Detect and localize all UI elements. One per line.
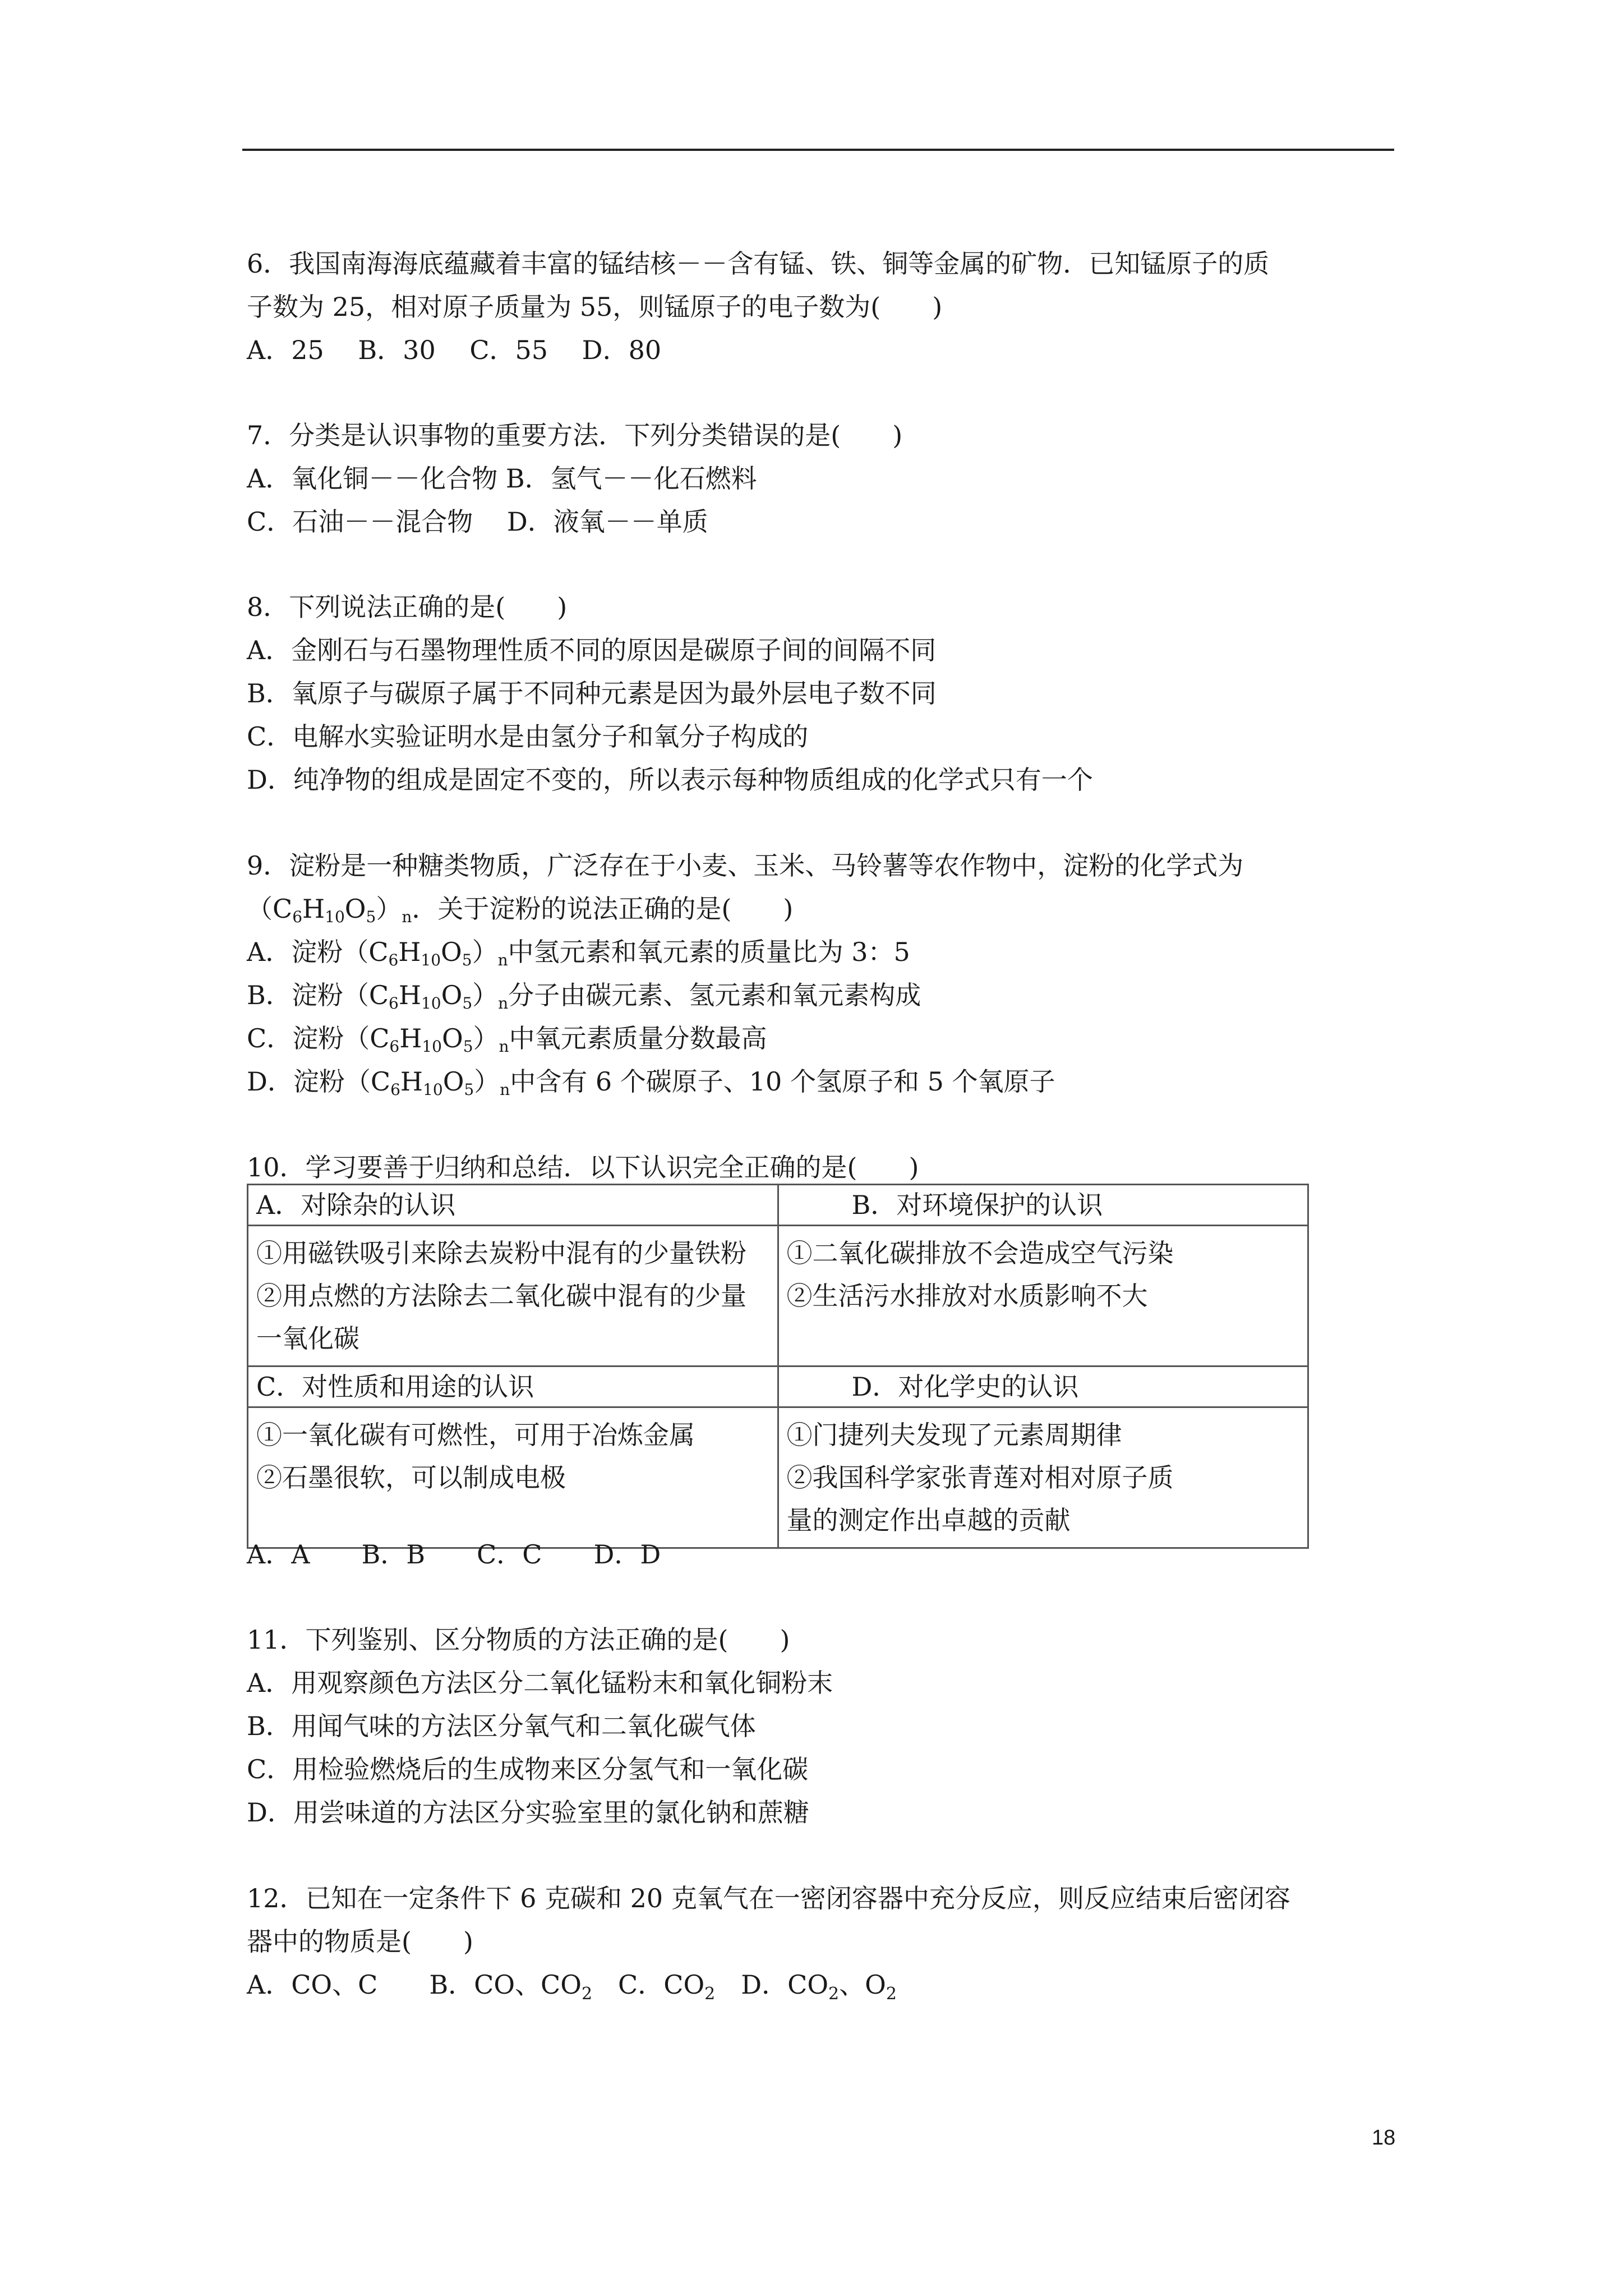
q10-cell-b-body [778,1226,1308,1366]
header-rule [242,149,1394,151]
q10-table [247,1184,1309,1549]
q8-option-d: D．纯净物的组成是固定不变的，所以表示每种物质组成的化学式只有一个 [247,765,1093,795]
q10-cell-c-body [248,1407,778,1548]
q7-options-line1: A．氧化铜－－化合物 B．氢气－－化石燃料 [247,463,757,494]
q10-c-line2: ②石墨很软，可以制成电极 [256,1462,566,1493]
q12-stem-line1: 12．已知在一定条件下 6 克碳和 20 克氧气在一密闭容器中充分反应，则反应结束后密闭容 [247,1883,1290,1913]
starch-formula: $(C_6H_{10}O_5)_n$ [343,980,509,1013]
q10-cell-d-head: D．对化学史的认识 [778,1366,1308,1407]
q8-stem: 8．下列说法正确的是( ) [247,592,568,622]
q10-cell-d-body [778,1407,1308,1548]
q10-d-line2: ②我国科学家张青莲对相对原子质 [786,1462,1174,1493]
q9-option-c: C．淀粉$(C_6H_{10}O_5)_n$中氧元素质量分数最高 [247,1023,767,1056]
q8-option-b: B．氧原子与碳原子属于不同种元素是因为最外层电子数不同 [247,678,937,708]
q8-option-a: A．金刚石与石墨物理性质不同的原因是碳原子间的间隔不同 [247,635,937,665]
q10-cell-c-head: C．对性质和用途的认识 [248,1366,778,1407]
q10-cell-a-head: A．对除杂的认识 [248,1185,778,1226]
q6-stem-line1: 6．我国南海海底蕴藏着丰富的锰结核－－含有锰、铁、铜等金属的矿物．已知锰原子的质 [247,249,1270,279]
q10-b-line2: ②生活污水排放对水质影响不大 [786,1281,1148,1311]
q11-option-a: A．用观察颜色方法区分二氧化锰粉末和氧化铜粉末 [247,1668,833,1698]
q9-option-a: A．淀粉$(C_6H_{10}O_5)_n$中氢元素和氧元素的质量比为 3：5 [247,937,910,969]
q10-d-line1: ①门捷列夫发现了元素周期律 [786,1420,1122,1450]
q9-option-d: D．淀粉$(C_6H_{10}O_5)_n$中含有 6 个碳原子、10 个氢原子和 5 个氧原子 [247,1066,1055,1099]
q9-option-b: B．淀粉$(C_6H_{10}O_5)_n$分子由碳元素、氢元素和氧元素构成 [247,980,921,1013]
q10-b-line1: ①二氧化碳排放不会造成空气污染 [786,1238,1174,1268]
q12-stem-line2: 器中的物质是( ) [247,1926,473,1957]
q10-a-line2: ②用点燃的方法除去二氧化碳中混有的少量 [256,1281,746,1311]
q9-stem-line1: 9．淀粉是一种糖类物质，广泛存在于小麦、玉米、马铃薯等农作物中，淀粉的化学式为 [247,850,1244,881]
starch-formula: $(C_6H_{10}O_5)_n$ [344,1023,509,1056]
q10-cell-a-body [248,1226,778,1366]
starch-formula: $(C_6H_{10}O_5)_n$ [343,937,508,969]
q6-options: A．25 B．30 C．55 D．80 [247,335,662,365]
q11-option-c: C．用检验燃烧后的生成物来区分氢气和一氧化碳 [247,1754,809,1784]
q10-a-line3: 一氧化碳 [256,1323,359,1354]
q7-options-line2: C．石油－－混合物 D．液氧－－单质 [247,507,708,537]
q10-stem: 10．学习要善于归纳和总结．以下认识完全正确的是( ) [247,1152,919,1182]
q9-stem-line2: $(C_6H_{10}O_5)_n$．关于淀粉的说法正确的是( ) [247,894,794,926]
q10-cell-b-head: B．对环境保护的认识 [778,1185,1308,1226]
page-number: 18 [1372,2126,1396,2150]
starch-formula: $(C_6H_{10}O_5)_n$ [344,1066,510,1099]
q8-option-c: C．电解水实验证明水是由氢分子和氧分子构成的 [247,721,809,752]
q10-d-line3: 量的测定作出卓越的贡献 [786,1505,1071,1535]
q10-options: A．A B．B C．C D．D [247,1539,661,1570]
q11-stem: 11．下列鉴别、区分物质的方法正确的是( ) [247,1625,790,1655]
starch-formula: $(C_6H_{10}O_5)_n$ [247,894,412,926]
q12-options: A．CO、C B．CO、$CO_2$ C．$CO_2$ D．$CO_2$、$O_2$ [247,1970,897,2004]
q6-stem-line2: 子数为 25，相对原子质量为 55，则锰原子的电子数为( ) [247,292,943,322]
q7-stem: 7．分类是认识事物的重要方法．下列分类错误的是( ) [247,420,903,450]
q10-c-line1: ①一氧化碳有可燃性，可用于冶炼金属 [256,1420,695,1450]
q10-a-line1: ①用磁铁吸引来除去炭粉中混有的少量铁粉 [256,1238,746,1268]
q11-option-b: B．用闻气味的方法区分氧气和二氧化碳气体 [247,1711,756,1741]
q11-option-d: D．用尝味道的方法区分实验室里的氯化钠和蔗糖 [247,1797,809,1828]
